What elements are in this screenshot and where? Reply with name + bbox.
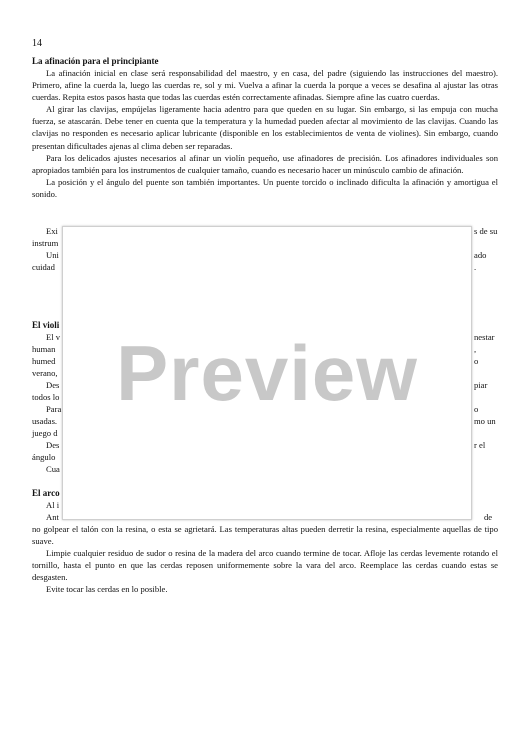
text-fragment: El v bbox=[46, 332, 61, 342]
text-fragment: ángulo bbox=[32, 452, 56, 462]
text-fragment: s de su bbox=[474, 226, 498, 236]
text-fragment: r el bbox=[474, 440, 486, 450]
text-fragment: ado bbox=[474, 250, 487, 260]
section-tuning-beginner bbox=[32, 55, 498, 200]
text-fragment: Cua bbox=[46, 464, 60, 474]
section-bow-care bbox=[32, 523, 498, 596]
text-fragment: Exi bbox=[46, 226, 58, 236]
text-fragment: usadas. bbox=[32, 416, 58, 426]
text-fragment: Des bbox=[46, 440, 60, 450]
preview-overlay bbox=[62, 226, 472, 520]
text-fragment: Uni bbox=[46, 250, 59, 260]
section-heading: El violi bbox=[32, 320, 60, 330]
text-fragment: mo un bbox=[474, 416, 496, 426]
text-fragment: de bbox=[484, 512, 493, 522]
text-fragment: . bbox=[474, 262, 477, 272]
text-fragment: humed bbox=[32, 356, 56, 366]
text-fragment: juego d bbox=[32, 428, 58, 438]
text-fragment: Para bbox=[46, 404, 62, 414]
paragraph: Al girar las clavijas, empújelas ligeramente hacia adentro para que queden en su lugar. Sin embargo, si las empuja con mucha fuerza, se atascarán. Debe tener en cuenta que la temperatura y la humedad pueden afectar al movimiento de las clavijas. Cuando las clavijas no responden es necesario aplicar lubricante (disponible en los establecimientos de venta de violines). Sin embargo, cuando presentan dificultades ajenas al clima deben ser reparadas. bbox=[32, 104, 498, 151]
text-fragment: todos lo bbox=[32, 392, 60, 402]
paragraph: Evite tocar las cerdas en lo posible. bbox=[46, 584, 168, 595]
text-fragment: , bbox=[474, 344, 477, 354]
text-fragment: o bbox=[474, 404, 479, 414]
paragraph-continuation: no golpear el talón con la resina, o esta se agrietará. Las temperaturas altas pueden derretir la resina, especialmente aquellas de tipo suave. bbox=[32, 524, 498, 547]
paragraph: La posición y el ángulo del puente son también importantes. Un puente torcido o inclinado dificulta la afinación y amortigua el sonido. bbox=[32, 176, 498, 199]
preview-watermark: Preview bbox=[116, 328, 418, 417]
paragraph: Para los delicados ajustes necesarios al afinar un violín pequeño, use afinadores de precisión. Los afinadores individuales son apropiados también para los instrumentos de cualquier tamaño, cuando es necesario hacer un minúsculo cambio de afinación. bbox=[32, 152, 498, 175]
section-heading: El arco bbox=[32, 488, 60, 498]
section-heading: La afinación para el principiante bbox=[32, 56, 159, 66]
text-fragment: instrum bbox=[32, 238, 59, 248]
text-fragment: Ant bbox=[46, 512, 59, 522]
text-fragment: cuidad bbox=[32, 262, 55, 272]
text-fragment: verano, bbox=[32, 368, 58, 378]
text-fragment: piar bbox=[474, 380, 488, 390]
paragraph: Limpie cualquier residuo de sudor o resina de la madera del arco cuando termine de tocar. Afloje las cerdas levemente rotando el tornillo, hasta el punto en que las cerdas reposen uniformemente sobre la vara del arco. Reemplace las cerdas cuando estas se desgasten. bbox=[32, 548, 498, 583]
text-fragment: Al i bbox=[46, 500, 60, 510]
text-fragment: human bbox=[32, 344, 56, 354]
page-number: 14 bbox=[32, 38, 42, 49]
text-fragment: o bbox=[474, 356, 479, 366]
text-fragment: Des bbox=[46, 380, 60, 390]
text-fragment: nestar bbox=[474, 332, 495, 342]
paragraph: La afinación inicial en clase será responsabilidad del maestro, y en casa, del padre (siguiendo las instrucciones del maestro). Primero, afine la cuerda la, luego las cuerdas re, sol y mi. Vuelva a afinar la cuerda la porque a veces se desafina al ajustar las otras cuerdas. Repita estos pasos hasta que todas las cuerdas estén correctamente afinadas. Siempre afine las cuatro cuerdas. bbox=[32, 68, 498, 103]
